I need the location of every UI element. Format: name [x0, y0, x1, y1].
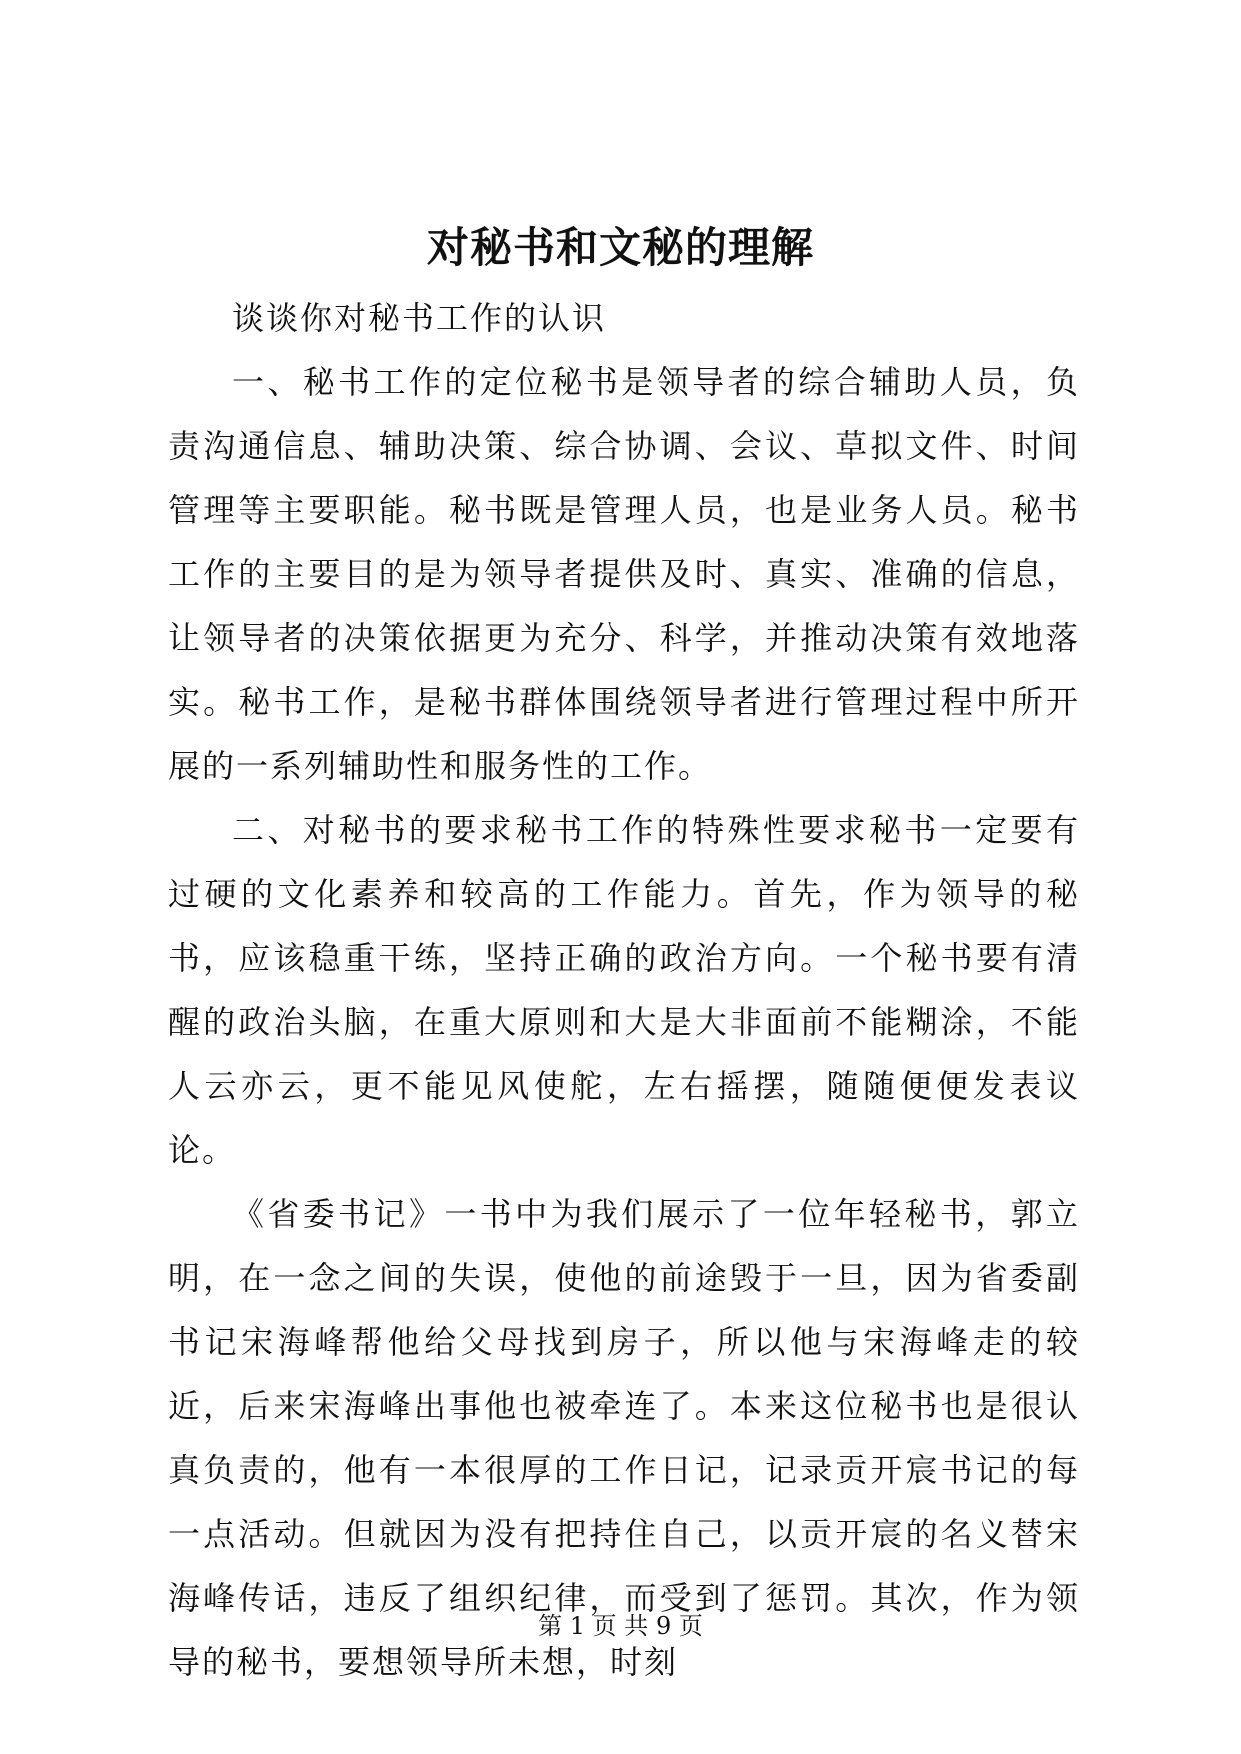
document-body [168, 286, 1080, 1694]
paragraph-subtitle: 谈谈你对秘书工作的认识 [232, 299, 607, 337]
paragraph-section-3: 《省委书记》一书中为我们展示了一位年轻秘书，郭立明，在一念之间的失误，使他的前途毁于一旦，因为省委副书记宋海峰帮他给父母找到房子，所以他与宋海峰走的较近，后来宋海峰出事他也被牵连了。本来这位秘书也是很认真负责的，他有一本很厚的工作日记，记录贡开宸书记的每一点活动。但就因为没有把持住自己，以贡开宸的名义替宋海峰传话，违反了组织纪律，而受到了惩罚。其次，作为领导的秘书，要想领导所未想，时刻 [168, 1195, 1080, 1681]
paragraph-section-1: 一、秘书工作的定位秘书是领导者的综合辅助人员，负责沟通信息、辅助决策、综合协调、会议、草拟文件、时间管理等主要职能。秘书既是管理人员，也是业务人员。秘书工作的主要目的是为领导者提供及时、真实、准确的信息，让领导者的决策依据更为充分、科学，并推动决策有效地落实。秘书工作，是秘书群体围绕领导者进行管理过程中所开展的一系列辅助性和服务性的工作。 [168, 363, 1080, 785]
paragraph-section-2: 二、对秘书的要求秘书工作的特殊性要求秘书一定要有过硬的文化素养和较高的工作能力。首先，作为领导的秘书，应该稳重干练，坚持正确的政治方向。一个秘书要有清醒的政治头脑，在重大原则和大是大非面前不能糊涂，不能人云亦云，更不能见风使舵，左右摇摆，随随便便发表议论。 [168, 811, 1080, 1169]
page-footer: 第 1 页 共 9 页 [538, 1612, 703, 1640]
document-title: 对秘书和文秘的理解 [426, 223, 814, 272]
